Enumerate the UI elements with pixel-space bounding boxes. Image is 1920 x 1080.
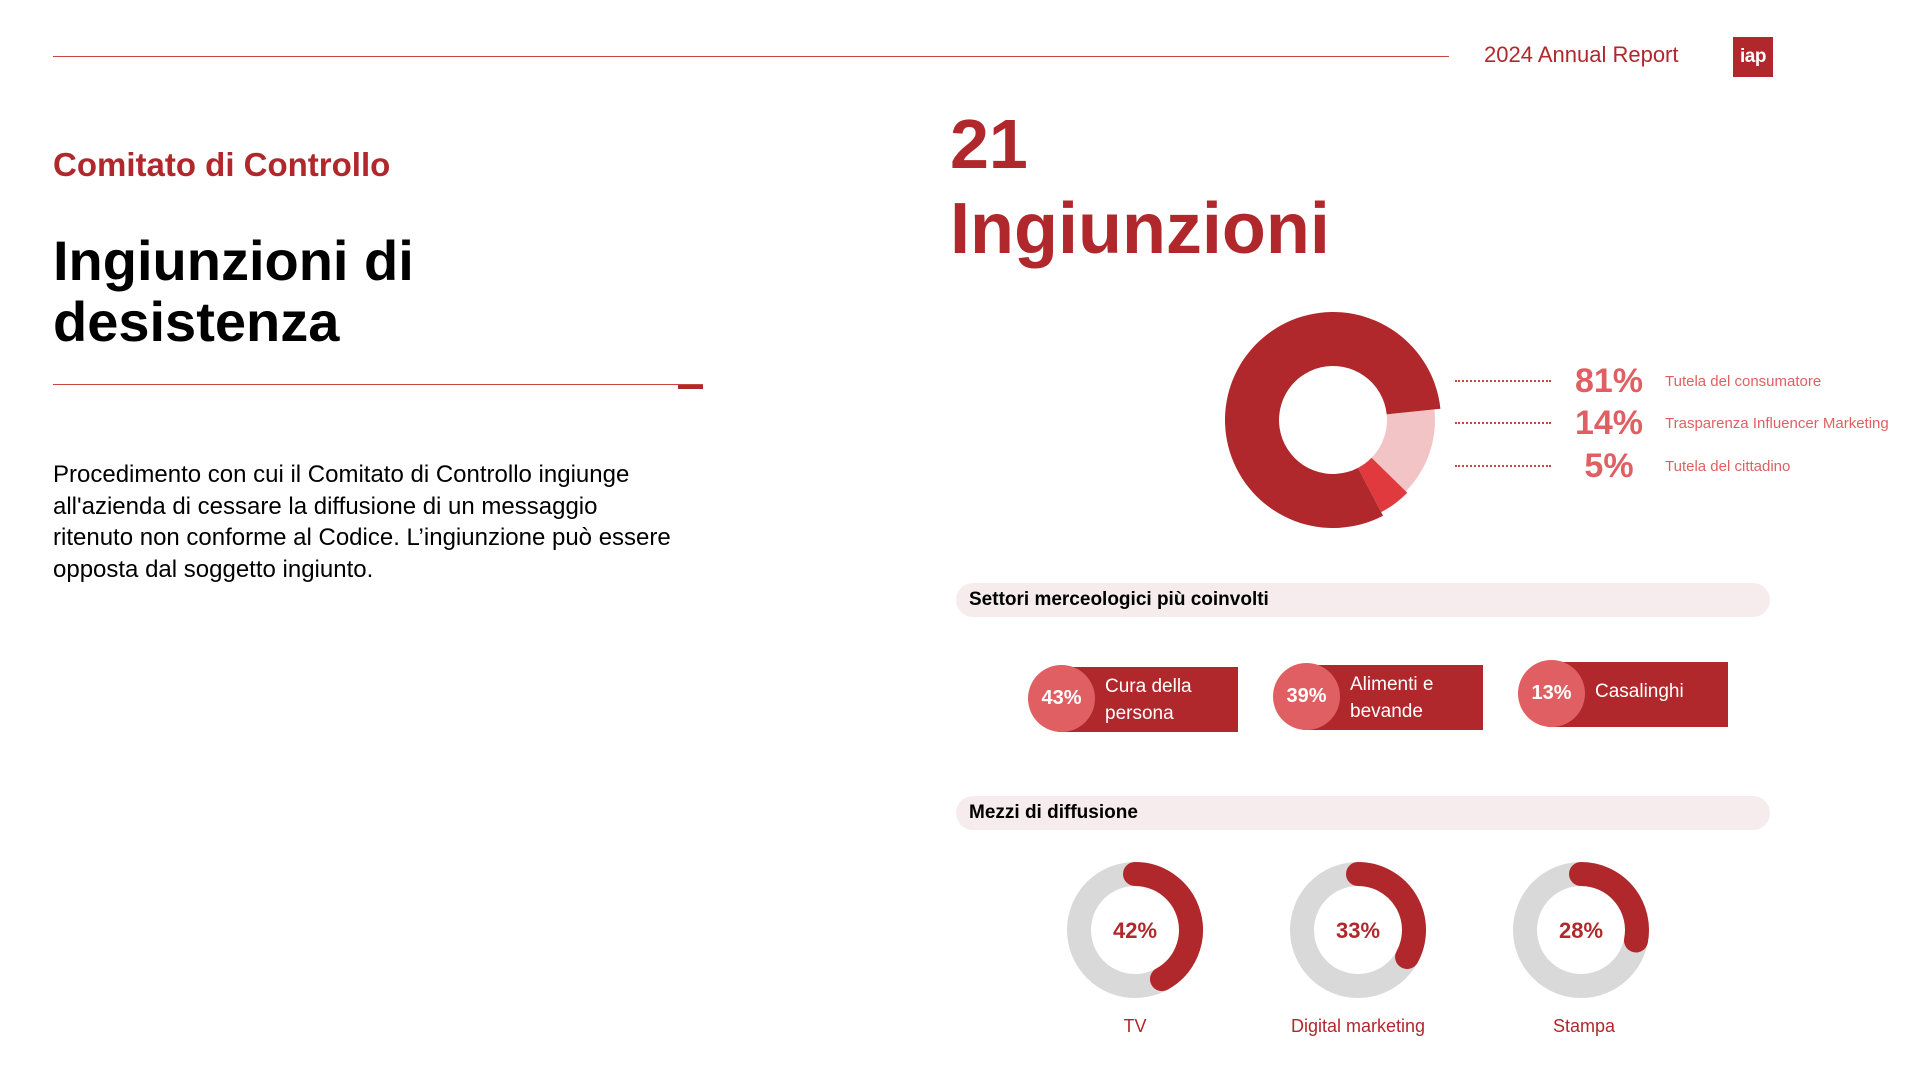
pie-legend-label: Tutela del consumatore (1665, 372, 1822, 390)
category-pie-chart (1223, 310, 1443, 530)
pie-legend-row-1 (1455, 363, 1821, 399)
pie-legend-row-2 (1455, 405, 1889, 441)
media-donut-stampa (1511, 860, 1651, 1000)
iap-logo: iap (1733, 37, 1773, 77)
description-text: Procedimento con cui il Comitato di Controllo ingiunge all'azienda di cessare la diffusione di un messaggio ritenuto non conforme al Codice. L’ingiunzione può essere opposta dal soggetto ingiunto. (53, 461, 671, 583)
sector-card (1273, 663, 1483, 730)
sector-label: Casalinghi (1595, 681, 1684, 702)
media-label: TV (1123, 1016, 1147, 1036)
injunction-count: 21 (950, 105, 1028, 183)
leader-line (1455, 422, 1551, 424)
media-label: Digital marketing (1290, 1016, 1426, 1036)
sector-label: Cura della persona (1105, 676, 1192, 724)
media-donut-digital (1288, 860, 1428, 1000)
pie-legend-pct: 81% (1574, 361, 1644, 400)
injunction-count-label: Ingiunzioni (950, 189, 1330, 269)
media-heading: Mezzi di diffusione (956, 796, 1770, 830)
pie-legend-row-3 (1455, 448, 1790, 484)
gauge-arc (1358, 874, 1414, 957)
leader-line (1455, 380, 1551, 382)
sector-pct: 39% (1273, 663, 1340, 730)
leader-line (1455, 465, 1551, 467)
media-donut-tv (1065, 860, 1205, 1000)
pie-legend-label: Trasparenza Influencer Marketing (1665, 414, 1889, 432)
sector-card (1518, 660, 1728, 727)
title-divider (53, 384, 703, 385)
page-title: Ingiunzioni di desistenza (53, 229, 414, 353)
pie-legend-label: Tutela del cittadino (1665, 457, 1791, 475)
report-title: 2024 Annual Report (1484, 42, 1679, 67)
gauge-pct-label: 28% (1558, 918, 1604, 943)
sector-label: Alimenti e bevande (1350, 674, 1434, 722)
title-divider-accent (678, 385, 703, 389)
sector-pct: 13% (1518, 660, 1585, 727)
pie-legend-pct: 5% (1584, 446, 1634, 485)
gauge-pct-label: 42% (1112, 918, 1158, 943)
sectors-heading: Settori merceologici più coinvolti (956, 583, 1770, 617)
media-label: Stampa (1552, 1016, 1616, 1036)
sector-pct: 43% (1028, 665, 1095, 732)
sector-card (1028, 665, 1238, 732)
section-label: Comitato di Controllo (53, 146, 391, 183)
gauge-pct-label: 33% (1335, 918, 1381, 943)
header-rule (53, 56, 1449, 57)
pie-legend-pct: 14% (1574, 403, 1644, 442)
